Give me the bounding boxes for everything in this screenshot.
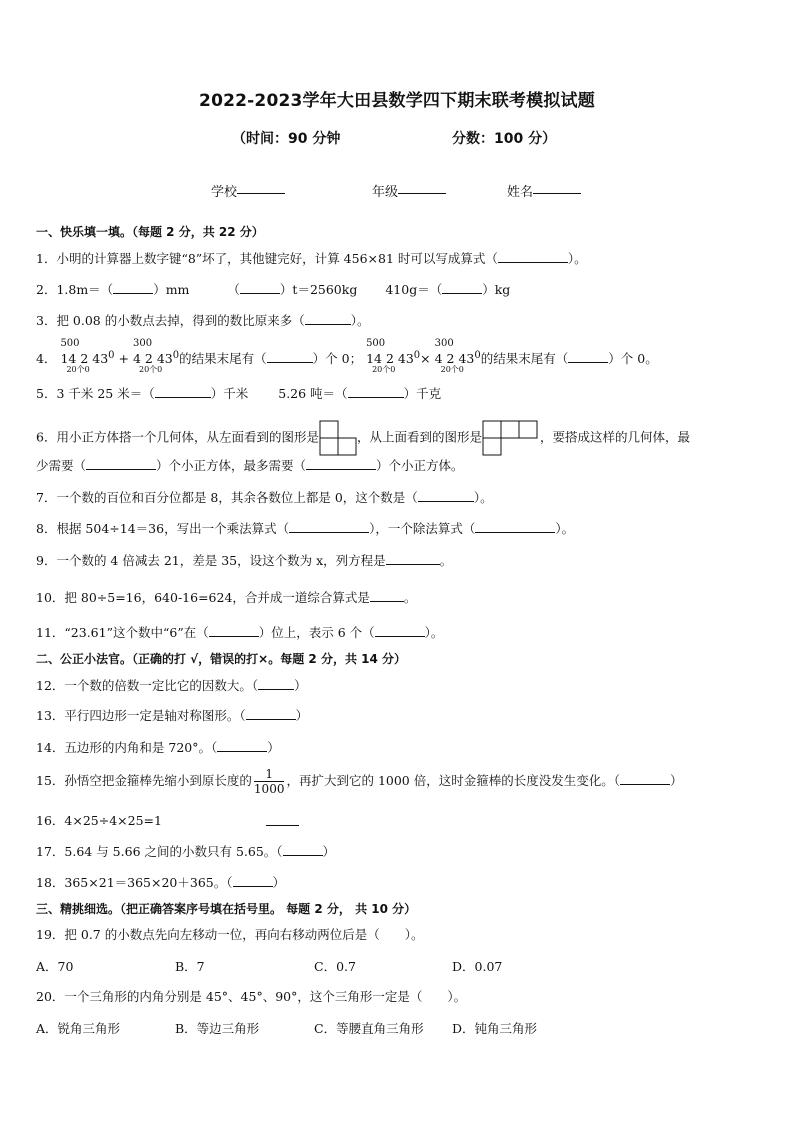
answer-blank[interactable]	[475, 520, 555, 533]
question-2-text-b: ）t＝2560kg	[279, 282, 358, 297]
question-9	[36, 552, 452, 570]
answer-blank[interactable]	[386, 552, 440, 565]
expression-body: 4 2 43	[434, 351, 475, 367]
close-paren: ）	[669, 773, 683, 788]
answer-blank[interactable]	[620, 772, 670, 785]
top-view-figure	[482, 420, 540, 456]
answer-blank[interactable]	[267, 350, 313, 363]
answer-blank[interactable]	[155, 385, 211, 398]
question-16	[36, 812, 162, 830]
expression-sup: 0	[474, 350, 481, 361]
name-label: 姓名	[507, 185, 534, 200]
option-b[interactable]: B．等边三角形	[175, 1021, 260, 1036]
expression-top: 500	[366, 338, 386, 349]
question-11-text: 11．“23.61”这个数中“6”在（	[36, 625, 209, 640]
answer-blank[interactable]	[217, 739, 267, 752]
question-8	[36, 520, 574, 538]
option-d[interactable]: D．0.07	[452, 959, 503, 974]
question-13	[36, 707, 308, 725]
question-5-unit-b: ）千克	[403, 386, 442, 401]
question-10	[36, 589, 416, 607]
question-5-text-b: 5.26 吨＝（	[278, 386, 348, 401]
answer-blank[interactable]	[442, 281, 482, 294]
question-2-unit-b: ）kg	[482, 282, 511, 297]
answer-blank[interactable]	[246, 707, 296, 720]
question-9-text: 9．一个数的 4 倍减去 21，差是 35，设这个数为 x，列方程是	[36, 553, 386, 568]
option-a[interactable]: A．70	[36, 959, 74, 974]
question-17-text: 17．5.64 与 5.66 之间的小数只有 5.65。（	[36, 844, 283, 859]
answer-blank[interactable]	[258, 677, 294, 690]
question-6-text-d: 少需要（	[36, 458, 87, 473]
question-7	[36, 489, 493, 507]
close-paren: ）	[322, 844, 336, 859]
name-field[interactable]	[507, 181, 533, 200]
question-4-number: 4．	[36, 351, 57, 367]
power-expression	[132, 338, 180, 374]
close-paren: ）	[294, 678, 307, 693]
question-2-paren: （	[227, 282, 240, 297]
answer-blank[interactable]	[266, 813, 299, 826]
answer-blank[interactable]	[86, 457, 156, 470]
question-6-text-e: ）个小正方体，最多需要（	[156, 458, 307, 473]
fraction-denominator: 1000	[253, 782, 285, 796]
question-3-end: ）。	[350, 313, 370, 328]
expression-body: 14 2 43	[60, 351, 109, 367]
question-1-text: 1．小明的计算器上数字键“8”坏了，其他键完好，计算 456×81 时可以写成算式（	[36, 251, 498, 266]
answer-blank[interactable]	[418, 489, 474, 502]
question-8-text-b: ），一个除法算式（	[369, 521, 476, 536]
page-title: 2022-2023学年大田县数学四下期末联考模拟试题	[199, 91, 595, 111]
expression-sup: 0	[108, 350, 115, 361]
expression-top: 300	[132, 338, 153, 349]
times-sign: ×	[420, 351, 431, 367]
school-field[interactable]	[211, 181, 237, 200]
answer-blank[interactable]	[305, 312, 351, 325]
question-20	[36, 988, 466, 1006]
expression-sup: 0	[413, 350, 421, 361]
fraction-numerator: 1	[254, 767, 285, 782]
question-7-end: ）。	[473, 490, 493, 505]
answer-blank[interactable]	[283, 843, 323, 856]
expression-sup: 0	[172, 350, 180, 361]
question-4-text-b: ）个 0；	[312, 351, 363, 367]
answer-blank[interactable]	[289, 520, 369, 533]
score-label: 分数：100 分）	[452, 131, 557, 147]
expression-sub: 20个0	[66, 365, 90, 374]
question-4-text-c: 的结果末尾有（	[480, 351, 569, 367]
question-4-end: ）个 0。	[608, 351, 658, 367]
expression-body: 4 2 43	[132, 351, 173, 367]
grade-label: 年级	[372, 185, 399, 200]
answer-blank[interactable]	[233, 874, 273, 887]
answer-blank[interactable]	[348, 385, 404, 398]
question-6-cont	[36, 457, 464, 475]
close-paren: ）	[272, 875, 286, 890]
question-4	[36, 338, 658, 374]
answer-blank[interactable]	[370, 589, 404, 602]
school-blank[interactable]	[237, 181, 285, 194]
time-label: （时间：90 分钟	[232, 131, 341, 147]
question-16-text: 16．4×25÷4×25=1	[36, 813, 162, 828]
question-5	[36, 385, 441, 403]
answer-blank[interactable]	[306, 457, 376, 470]
close-paren: ）	[267, 740, 280, 755]
answer-blank[interactable]	[498, 250, 568, 263]
expression-sub: 20个0	[138, 365, 163, 374]
question-13-text: 13．平行四边形一定是轴对称图形。（	[36, 708, 246, 723]
question-2-text: 2．1.8m＝（	[36, 282, 114, 297]
school-label: 学校	[211, 185, 238, 200]
question-11	[36, 624, 443, 642]
question-9-end: 。	[439, 553, 453, 568]
question-11-end: ）。	[424, 625, 444, 640]
question-3-text: 3．把 0.08 的小数点去掉，得到的数比原来多（	[36, 313, 305, 328]
expression-body: 14 2 43	[366, 351, 414, 367]
question-10-end: 。	[403, 590, 417, 605]
plus-sign: +	[118, 351, 129, 367]
grade-field[interactable]	[372, 181, 398, 200]
question-14	[36, 739, 280, 757]
question-6-text-b: ，从上面看到的图形是	[356, 429, 482, 445]
option-b[interactable]: B．7	[175, 959, 205, 974]
question-12	[36, 677, 307, 695]
question-17	[36, 843, 335, 861]
answer-blank[interactable]	[375, 624, 425, 637]
answer-blank[interactable]	[209, 624, 259, 637]
section-3-heading: 三、精挑细选。（把正确答案序号填在括号里。 每题 2 分， 共 10 分）	[36, 902, 417, 916]
answer-blank[interactable]	[113, 281, 153, 294]
answer-blank[interactable]	[568, 350, 608, 363]
question-8-end: ）。	[555, 521, 575, 536]
expression-sub: 20个0	[440, 365, 464, 374]
question-1-end: ）。	[567, 251, 587, 266]
name-blank[interactable]	[533, 181, 581, 194]
question-3	[36, 312, 370, 330]
question-6-text-c: ，要搭成这样的几何体，最	[539, 429, 690, 445]
question-10-text: 10．把 80÷5=16，640-16=624，合并成一道综合算式是	[36, 590, 370, 605]
question-6-end: ）个小正方体。	[376, 458, 464, 473]
question-1	[36, 250, 587, 268]
question-18-text: 18．365×21＝365×20＋365。（	[36, 875, 233, 890]
question-20-text: 20．一个三角形的内角分别是 45°、45°、90°，这个三角形一定是（ ）。	[36, 989, 467, 1004]
question-12-text: 12．一个数的倍数一定比它的因数大。（	[36, 678, 259, 693]
left-view-figure	[319, 420, 357, 456]
question-5-text: 5．3 千米 25 米＝（	[36, 386, 155, 401]
question-15-text: 15．孙悟空把金箍棒先缩小到原长度的	[36, 773, 252, 788]
power-expression	[434, 338, 481, 374]
fraction	[254, 767, 285, 796]
expression-sub: 20个0	[372, 365, 396, 374]
question-11-text-b: ）位上，表示 6 个（	[258, 625, 375, 640]
answer-blank[interactable]	[240, 281, 280, 294]
question-7-text: 7．一个数的百位和百分位都是 8，其余各数位上都是 0，这个数是（	[36, 490, 418, 505]
question-15-text-b: ，再扩大到它的 1000 倍，这时金箍棒的长度没发生变化。（	[286, 773, 620, 788]
expression-top: 500	[60, 338, 80, 349]
grade-blank[interactable]	[398, 181, 446, 194]
option-a[interactable]: A．锐角三角形	[36, 1021, 121, 1036]
question-6-text: 6．用小正方体搭一个几何体，从左面看到的图形是	[36, 429, 319, 445]
option-c[interactable]: C．0.7	[314, 959, 356, 974]
power-expression	[366, 338, 421, 374]
question-8-text: 8．根据 504÷14＝36，写出一个乘法算式（	[36, 521, 290, 536]
question-2-unit: ）mm	[153, 282, 190, 297]
question-2	[36, 281, 510, 299]
section-2-heading: 二、公正小法官。（正确的打 √，错误的打×。每题 2 分，共 14 分）	[36, 652, 406, 666]
question-19	[36, 926, 423, 944]
question-19-text: 19．把 0.7 的小数点先向左移动一位，再向右移动两位后是（ ）。	[36, 927, 424, 942]
section-1-heading: 一、快乐填一填。（每题 2 分，共 22 分）	[36, 225, 264, 239]
question-5-unit: ）千米	[210, 386, 249, 401]
option-c[interactable]: C．等腰直角三角形	[314, 1021, 424, 1036]
question-6	[36, 420, 690, 456]
option-d[interactable]: D．钝角三角形	[452, 1021, 538, 1036]
question-14-text: 14．五边形的内角和是 720°。（	[36, 740, 218, 755]
question-4-text: 的结果末尾有（	[179, 351, 267, 367]
power-expression	[60, 338, 115, 374]
close-paren: ）	[295, 708, 309, 723]
expression-top: 300	[434, 338, 454, 349]
question-15	[36, 767, 683, 796]
question-2-text-c: 410g＝（	[385, 282, 443, 297]
question-18	[36, 874, 285, 892]
